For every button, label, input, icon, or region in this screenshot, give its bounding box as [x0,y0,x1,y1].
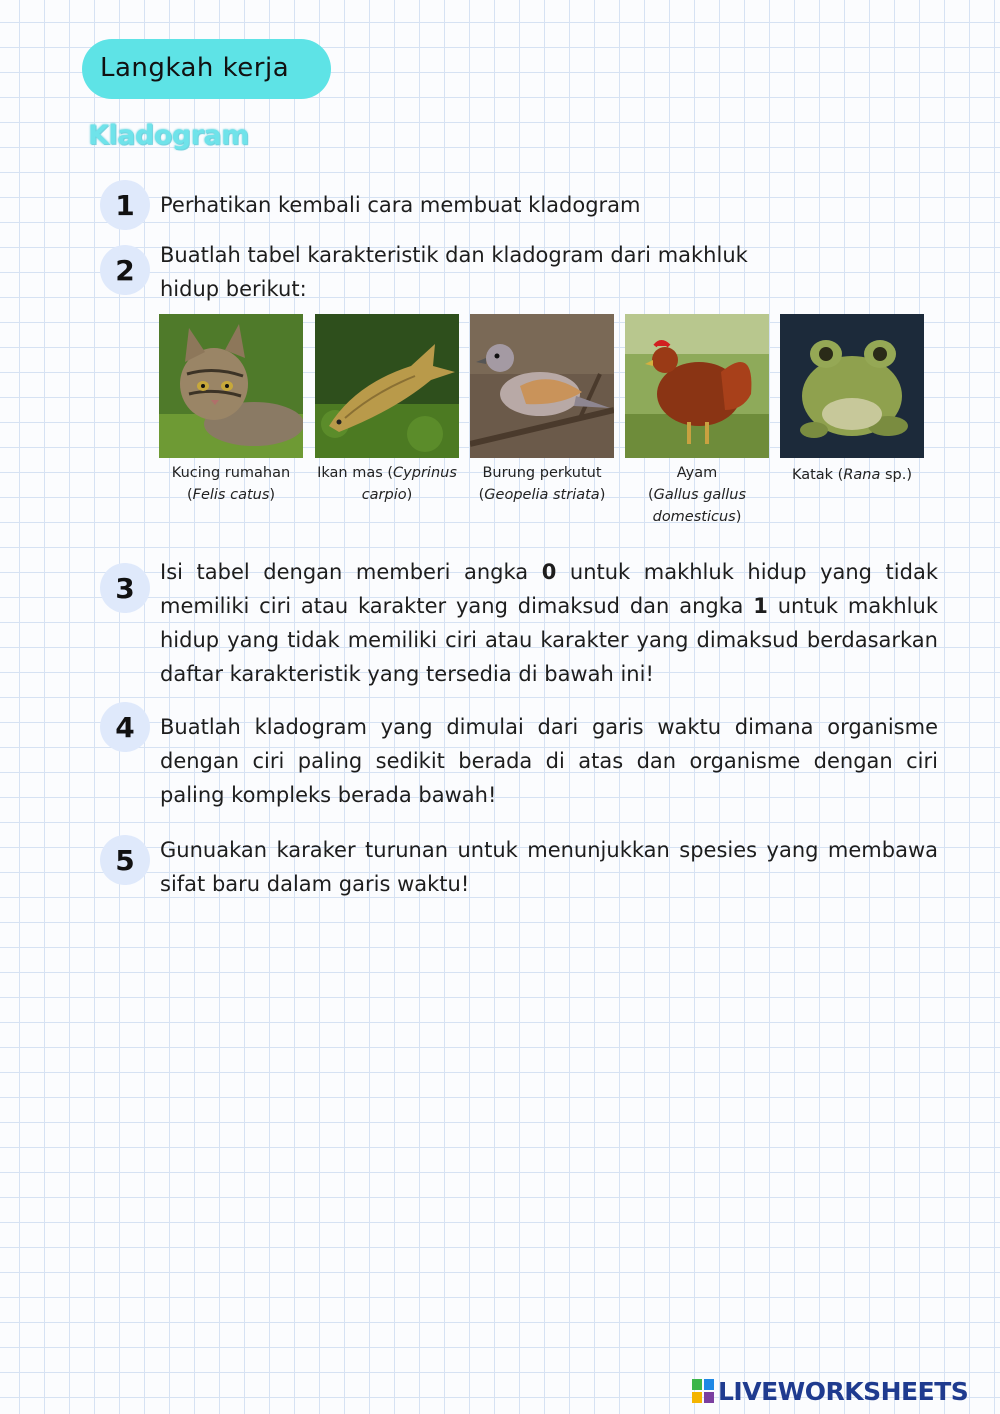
caption-chicken-latin: Gallus gallus domesticus [652,487,747,525]
caption-dove-latin: Geopelia striata [484,487,600,503]
caption-frog-latin: Rana [843,467,881,483]
section-title: Langkah kerja [100,53,290,83]
caption-carp-latin: Cyprinus carpio [361,465,457,503]
value-zero: 0 [541,560,557,584]
step-text-5: Gunuakan karaker turunan untuk menunjukkan spesies yang membawa sifat baru dalam garis waktu! [160,838,938,896]
liveworksheets-logo-icon [692,1379,714,1403]
value-one: 1 [753,594,768,618]
step-number-4: 4 [100,702,150,752]
frog-photo [780,314,924,458]
liveworksheets-logo [692,1376,968,1406]
step-number-1: 1 [100,180,150,230]
caption-carp: Ikan mas (Cyprinus carpio) [317,465,457,503]
chicken-photo [625,314,769,458]
caption-carp-name: Ikan mas ( [317,465,394,481]
step-text-4: Buatlah kladogram yang dimulai dari garis waktu dimana organisme dengan ciri paling sedikit berada di atas dan organisme dengan ciri paling kompleks berada bawah! [160,715,938,807]
step-text-3: Isi tabel dengan memberi angka 0 untuk makhluk hidup yang tidak memiliki ciri atau karakter yang dimaksud dan angka 1 untuk makhluk hidup yang tidak memiliki ciri atau karakter yang dimaksud berdasarkan daftar karakteristik yang tersedia di bawah ini! [160,560,938,686]
section-title-pill [82,39,331,99]
caption-frog: Katak (Rana sp.) [791,467,913,483]
section-subtitle: Kladogram [88,120,249,151]
caption-dove: Burung perkutut (Geopelia striata) [478,465,606,503]
step-text-1: Perhatikan kembali cara membuat kladogram [160,193,641,217]
caption-cat: Kucing rumahan (Felis catus) [171,465,291,503]
dove-photo [470,314,614,458]
step-number-3: 3 [100,563,150,613]
step-number-2: 2 [100,245,150,295]
step-number-5: 5 [100,835,150,885]
liveworksheets-logo-text: LIVEWORKSHEETS [718,1376,969,1406]
caption-frog-name: Katak ( [791,467,844,483]
caption-chicken-name: Ayam [676,465,718,481]
step-text-2: Buatlah tabel karakteristik dan kladogram dari makhluk hidup berikut: [160,243,748,301]
caption-cat-latin: Felis catus [192,487,270,503]
caption-chicken: Ayam (Gallus gallus domesticus) [647,465,747,525]
cat-photo [159,314,303,458]
carp-photo [315,314,459,458]
caption-dove-name: Burung perkutut [482,465,602,481]
caption-cat-name: Kucing rumahan [171,465,291,481]
